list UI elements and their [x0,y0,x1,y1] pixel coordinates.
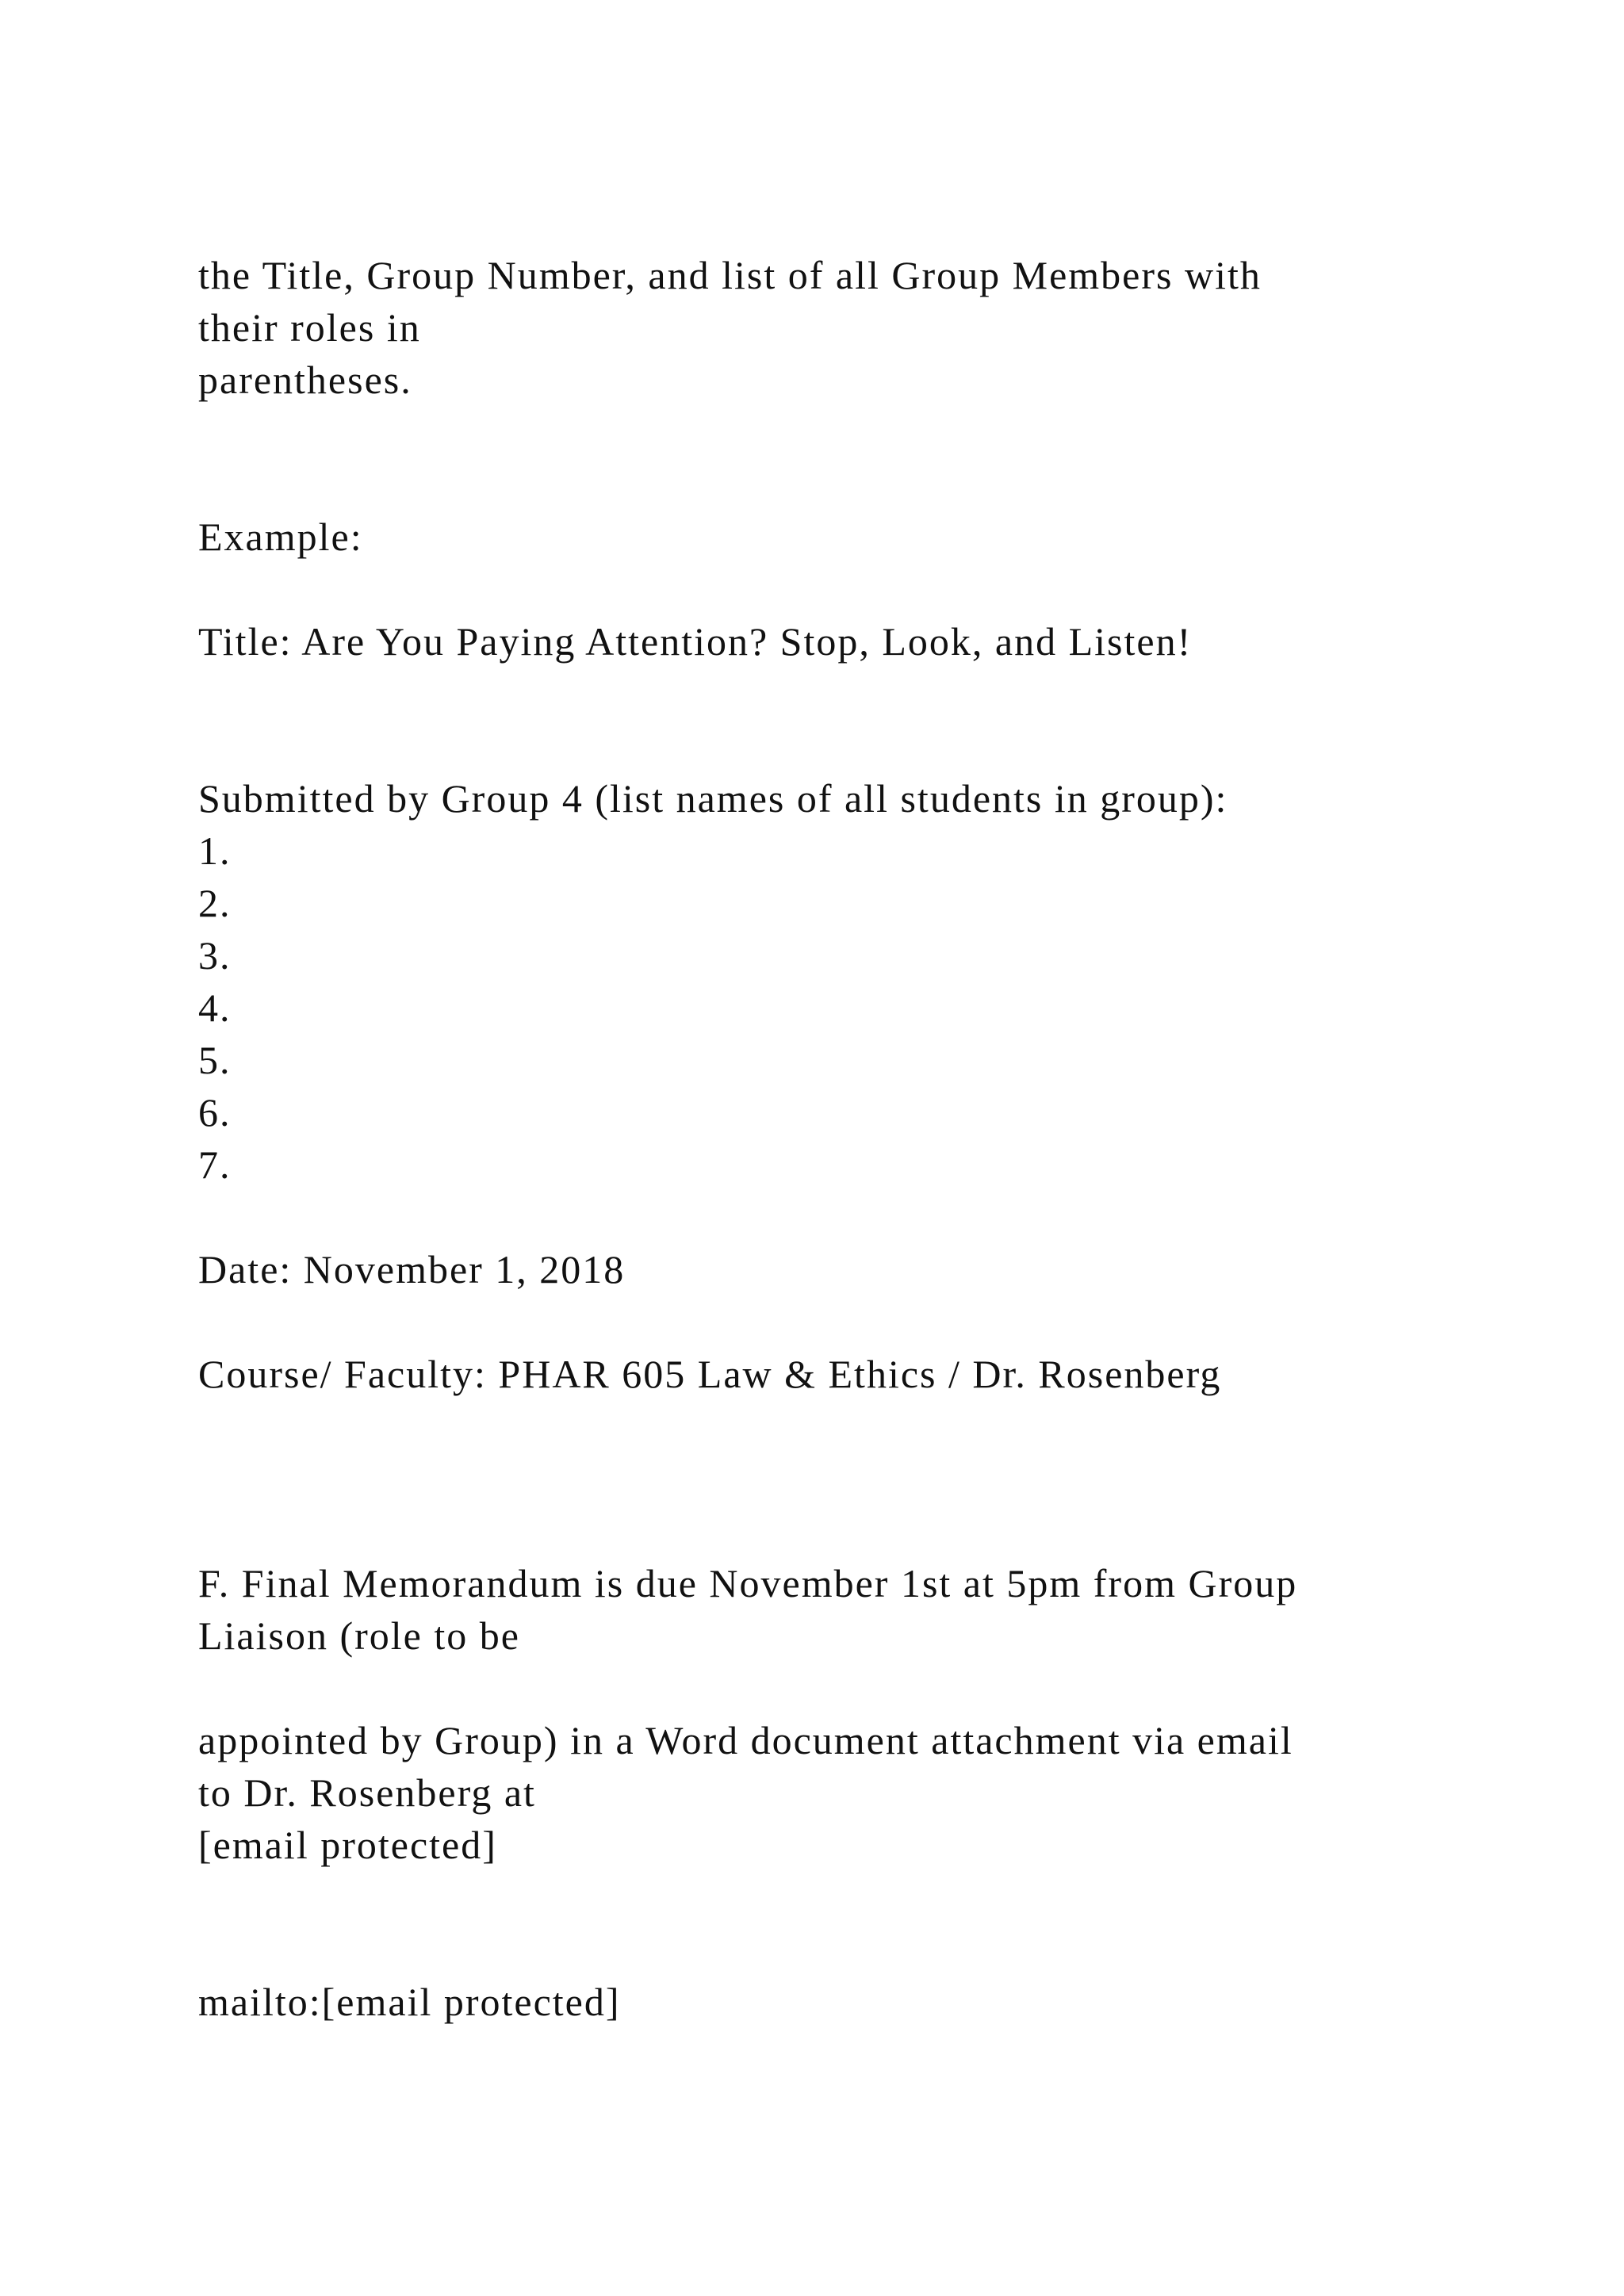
final-memo-line-4: to Dr. Rosenberg at [198,1770,536,1815]
member-list-item: 2. [198,881,232,925]
member-list-item: 4. [198,985,232,1030]
final-memo-line-2: Liaison (role to be [198,1613,520,1658]
course-faculty-line: Course/ Faculty: PHAR 605 Law & Ethics / Dr. Rosenberg [198,1352,1222,1396]
member-list-item: 7. [198,1142,232,1187]
member-list-item: 3. [198,933,232,978]
intro-line-3: parentheses. [198,358,412,402]
member-list-item: 5. [198,1038,232,1082]
final-memo-line-1: F. Final Memorandum is due November 1st at 5pm from Group [198,1561,1298,1605]
date-line: Date: November 1, 2018 [198,1247,626,1292]
member-list-item: 6. [198,1090,232,1135]
intro-line-1: the Title, Group Number, and list of all Group Members with [198,253,1262,297]
mailto-line: mailto:[email protected] [198,1980,621,2024]
submitted-by-line: Submitted by Group 4 (list names of all students in group): [198,776,1228,821]
final-memo-line-3: appointed by Group) in a Word document attachment via email [198,1718,1293,1762]
final-memo-email: [email protected] [198,1823,497,1867]
example-title-line: Title: Are You Paying Attention? Stop, Look, and Listen! [198,619,1193,664]
member-list-item: 1. [198,828,232,873]
example-label: Example: [198,515,363,559]
intro-line-2: their roles in [198,305,421,350]
